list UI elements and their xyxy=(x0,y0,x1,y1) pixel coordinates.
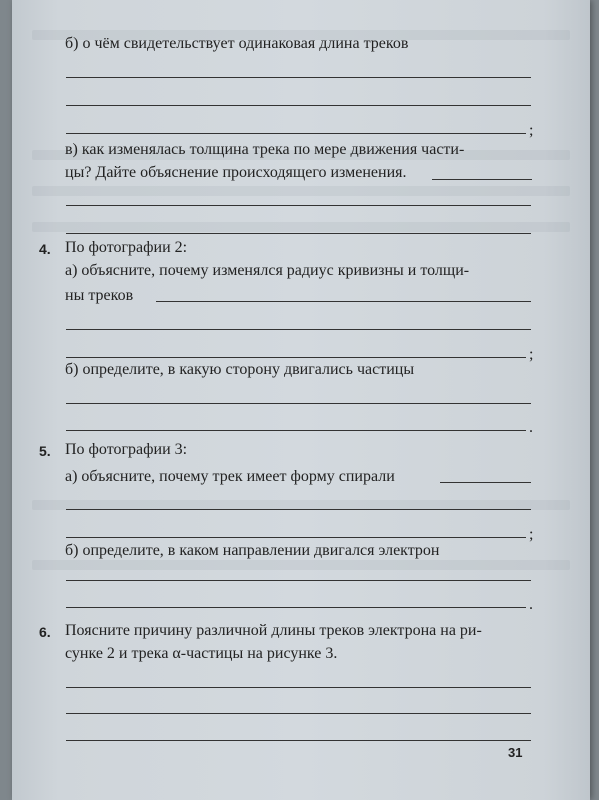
answer-line[interactable] xyxy=(66,77,531,78)
answer-line[interactable] xyxy=(66,105,531,106)
page-number: 31 xyxy=(508,745,523,760)
workbook-page xyxy=(12,0,590,800)
answer-line[interactable] xyxy=(66,403,531,404)
question-3v-line1: в) как изменялась толщина трека по мере движения части- xyxy=(65,141,465,158)
semicolon: ; xyxy=(529,346,534,363)
answer-line[interactable] xyxy=(66,233,531,234)
question-5-number: 5. xyxy=(39,443,51,459)
period: . xyxy=(529,419,533,436)
question-6-line2: сунке 2 и трека α-частицы на рисунке 3. xyxy=(65,645,338,662)
answer-line[interactable] xyxy=(66,713,531,714)
question-3b-text: б) о чём свидетельствует одинаковая длина треков xyxy=(65,35,409,52)
answer-line[interactable] xyxy=(66,537,526,538)
answer-line[interactable] xyxy=(66,133,526,134)
answer-line[interactable] xyxy=(66,205,531,206)
answer-line[interactable] xyxy=(66,687,531,688)
answer-line[interactable] xyxy=(66,607,526,608)
answer-line[interactable] xyxy=(66,580,531,581)
answer-line[interactable] xyxy=(156,301,531,302)
answer-line[interactable] xyxy=(66,357,526,358)
semicolon: ; xyxy=(529,122,534,139)
semicolon: ; xyxy=(529,526,534,543)
question-4b-text: б) определите, в какую сторону двигались частицы xyxy=(65,361,415,378)
question-5-title: По фотографии 3: xyxy=(65,441,188,458)
question-4-title: По фотографии 2: xyxy=(65,239,188,256)
question-6-number: 6. xyxy=(39,624,51,640)
question-5b-text: б) определите, в каком направлении двигался электрон xyxy=(65,542,440,559)
answer-line[interactable] xyxy=(66,430,526,431)
question-3v-line2: цы? Дайте объяснение происходящего изменения. xyxy=(65,164,407,181)
answer-line[interactable] xyxy=(66,509,531,510)
bleed-through xyxy=(32,222,570,232)
question-4a-line2: ны треков xyxy=(65,287,134,304)
question-4a-line1: а) объясните, почему изменялся радиус кривизны и толщи- xyxy=(65,262,470,279)
bleed-through xyxy=(32,186,570,196)
question-6-line1: Поясните причину различной длины треков электрона на ри- xyxy=(65,622,482,639)
answer-line[interactable] xyxy=(66,740,531,741)
period: . xyxy=(529,596,533,613)
question-4-number: 4. xyxy=(39,241,51,257)
question-5a-text: а) объясните, почему трек имеет форму спирали xyxy=(65,468,395,485)
bleed-through xyxy=(32,560,570,570)
answer-line[interactable] xyxy=(432,179,532,180)
answer-line[interactable] xyxy=(66,329,531,330)
answer-line[interactable] xyxy=(440,482,531,483)
